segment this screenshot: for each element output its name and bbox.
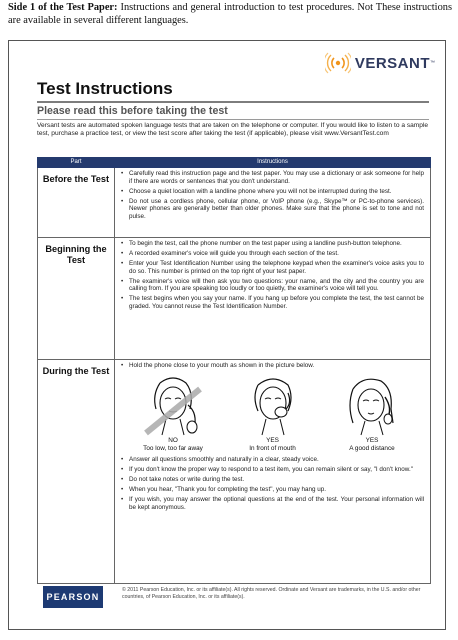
title-divider: [37, 101, 429, 103]
part-label: During the Test: [38, 360, 115, 584]
face-phone-low-illustration: [136, 375, 210, 437]
instructions-cell: [115, 168, 431, 238]
list-item: • Carefully read this instruction page and the test paper. You may use a dictionary or ask someone for help if there are words or sentences that you don't understand.: [129, 170, 424, 185]
sound-waves-icon: [325, 52, 351, 74]
instructions-table: [37, 157, 431, 584]
figure-verdict: YES: [266, 436, 279, 444]
table-row-during-test: [38, 360, 431, 584]
figure-description: A good distance: [349, 444, 395, 452]
part-label: Beginning the Test: [38, 238, 115, 360]
part-label: Before the Test: [38, 168, 115, 238]
list-item: • Enter your Test Identification Number using the telephone keypad when the examiner's voice asks you to do so. This number is printed on the top right of your test paper.: [129, 260, 424, 275]
instructions-cell: [115, 360, 431, 584]
figure-too-far: [125, 375, 221, 452]
caption-lead: Side 1 of the Test Paper:: [8, 2, 118, 13]
intro-paragraph: Versant tests are automated spoken language tests that are taken on the telephone or computer. If you would like to listen to a sample test, purchase a practice test, or view the test score after taking the test (if applicable), please visit www.VersantTest.com: [37, 122, 429, 138]
instructions-cell: [115, 238, 431, 360]
list-item: • To begin the test, call the phone number on the test paper using a landline push-button telephone.: [129, 240, 424, 248]
logo-trademark: ™: [430, 60, 435, 66]
figure-verdict: NO: [168, 436, 178, 444]
figure-verdict: YES: [365, 436, 379, 444]
page-subtitle: Please read this before taking the test: [37, 105, 228, 117]
list-item: • If you wish, you may answer the optional questions at the end of the test. Your personal information will be kept anonymous.: [129, 496, 424, 511]
instructions-list: [115, 452, 430, 516]
phone-position-figures: [115, 372, 430, 452]
header-instructions: Instructions: [115, 158, 431, 168]
page-caption: [8, 2, 452, 27]
face-phone-front-illustration: [236, 375, 310, 437]
header-part: Part: [38, 158, 115, 168]
caption-text: Instructions and general introduction to test procedures. Not These instructions are available in several different languages.: [8, 2, 453, 26]
list-item: • The examiner's voice will then ask you two questions: your name, and the city and the country you are calling from. If you are speaking too loudly or too quietly, the examiner's voice will tell you.: [129, 278, 424, 293]
figure-description: In front of mouth: [249, 444, 296, 452]
test-instructions-sheet: [8, 40, 446, 630]
list-item: • A recorded examiner's voice will guide you through each section of the test.: [129, 250, 424, 258]
instructions-list: [115, 238, 430, 315]
table-row-before-test: [38, 168, 431, 238]
list-item: • Choose a quiet location with a landline phone where you will not be interrupted during the test.: [129, 188, 424, 196]
list-item: • Do not take notes or write during the test.: [129, 476, 424, 484]
figure-description: Too low, too far away: [143, 444, 203, 452]
instructions-list: [115, 168, 430, 225]
versant-logo: [325, 51, 435, 75]
instructions-list: [115, 360, 430, 370]
figure-front-of-mouth: [225, 375, 321, 452]
list-item: • The test begins when you say your name. If you hang up before you complete the test, the test cannot be graded. You cannot reuse the Test Identification Number.: [129, 295, 424, 310]
table-header-row: [38, 158, 431, 168]
list-item: • If you don't know the proper way to respond to a test item, you can remain silent or say, "I don't know.": [129, 466, 424, 474]
pearson-logo: PEARSON: [43, 586, 103, 608]
subtitle-divider: [37, 119, 429, 120]
list-item: • Hold the phone close to your mouth as shown in the picture below.: [129, 362, 424, 370]
list-item: • When you hear, "Thank you for completing the test", you may hang up.: [129, 486, 424, 494]
page-title: Test Instructions: [37, 79, 173, 98]
figure-good-distance: [324, 375, 420, 452]
copyright-notice: © 2011 Pearson Education, Inc. or its affiliate(s). All rights reserved. Ordinate and Versant are trademarks, in the U.S. and/or other countries, of Pearson Education, Inc. or its affiliate(s).: [122, 587, 421, 600]
face-phone-good-illustration: [335, 375, 409, 437]
logo-wordmark: VERSANT: [354, 54, 430, 72]
list-item: • Answer all questions smoothly and naturally in a clear, steady voice.: [129, 456, 424, 464]
list-item: • Do not use a cordless phone, cellular phone, or VoIP phone (e.g., Skype™ or PC-to-phone services). Newer phones are generally better than older phones. Make sure that the phone is set to tone and not pulse.: [129, 198, 424, 221]
table-row-beginning-test: [38, 238, 431, 360]
